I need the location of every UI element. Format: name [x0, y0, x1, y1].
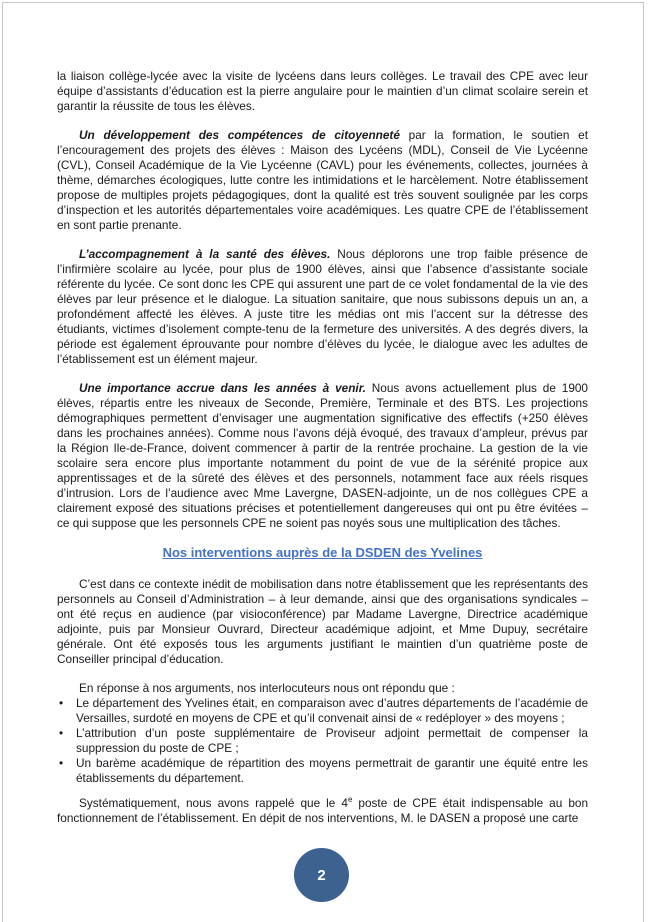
ordinal-superscript: e	[347, 795, 353, 805]
paragraph-conclusion	[57, 796, 588, 826]
list-intro-line: En réponse à nos arguments, nos interlocuteurs nous ont répondu que :	[79, 681, 455, 695]
page-number-badge	[294, 848, 349, 902]
bullet-list	[57, 696, 588, 786]
paragraph-interventions: C’est dans ce contexte inédit de mobilisation dans notre établissement que les représentants des personnels au Conseil d’Administration – à leur demande, ainsi que des organisations syndicales – ont été reçus en audience (par visioconférence) par Madame Lavergne, Directrice académique adjointe, puis par Monsieur Ouvrard, Directeur académique adjoint, et Mme Dupuy, secrétaire générale. Ont été exposés tous les arguments justifiant le maintien d’un quatrième poste de Conseiller principal d’éducation.	[57, 577, 588, 666]
bullet-icon: •	[59, 756, 64, 770]
paragraph-lead-health: L’accompagnement à la santé des élèves.	[79, 247, 331, 261]
list-item	[57, 696, 588, 726]
paragraph-text: Nous avons actuellement plus de 1900 élèves, répartis entre les niveaux de Seconde, Première, Terminale et des BTS. Les projections démographiques permettent d’envisager une augmentation significative des effectifs (+250 élèves dans les prochaines années). Comme nous l’avons déjà évoqué, des travaux d’ampleur, prévus par la Région Ile-de-France, doivent commencer à partir de la rentrée prochaine. La gestion de la vie scolaire sera encore plus importante notamment du point de vue de la sérénité propice aux apprentissages et de la sûreté des élèves et des personnels, notamment face aux réels risques d’intrusion. Lors de l’audience avec Mme Lavergne, DASEN-adjointe, un de nos collègues CPE a clairement exposé des situations précises et potentiellement dangereuses qui ont pu être évitées – ce qui suppose que les personnels CPE ne soient pas noyés sous une multiplication des tâches.	[57, 381, 588, 530]
paragraph-lead-future: Une importance accrue dans les années à venir.	[79, 381, 366, 395]
paragraph-health	[57, 247, 588, 367]
paragraph-lead-citizenship: Un développement des compétences de citoyenneté	[79, 128, 400, 142]
paragraph-future-importance	[57, 381, 588, 531]
document-body	[57, 69, 588, 840]
paragraph-citizenship	[57, 128, 588, 233]
list-item-text: Un barème académique de répartition des moyens permettrait de garantir une équité entre les établissements du département.	[76, 756, 588, 785]
paragraph-text: poste de CPE était indispensable au bon fonctionnement de l’établissement. En dépit de nos interventions, M. le DASEN a proposé une carte	[57, 796, 589, 825]
page-number: 2	[317, 866, 326, 884]
paragraph-text: par la formation, le soutien et l’encouragement des projets des élèves : Maison des Lycéens (MDL), Conseil de Vie Lycéenne (CVL), Conseil Académique de la Vie Lycéenne (CAVL) pour les événements, collectes, journées à thème, démarches écologiques, lutte contre les intimidations et le harcèlement. Notre établissement propose de multiples projets pédagogiques, dont la qualité est très souvent soulignée par les corps d’inspection et les autorités départementales voire académiques. Les quatre CPE de l’établissement en sont partie prenante.	[57, 128, 588, 232]
list-item-text: L’attribution d’un poste supplémentaire de Proviseur adjoint permettait de compenser la suppression du poste de CPE ;	[76, 726, 588, 755]
bullet-icon: •	[59, 726, 64, 740]
list-item	[57, 726, 588, 756]
list-item-text: Le département des Yvelines était, en comparaison avec d’autres départements de l’académie de Versailles, surdoté en moyens de CPE et qu’il convenait ainsi de « redéployer » des moyens ;	[76, 696, 588, 725]
section-heading-dsden: Nos interventions auprès de la DSDEN des Yvelines	[162, 545, 483, 560]
paragraph-text: Systématiquement, nous avons rappelé que le 4	[79, 796, 348, 810]
bullet-icon: •	[59, 696, 64, 710]
list-item	[57, 756, 588, 786]
paragraph-continuation: la liaison collège-lycée avec la visite de lycéens dans leurs collèges. Le travail des CPE avec leur équipe d’assistants d’éducation est la pierre angulaire pour le maintien d’un climat scolaire serein et garantir la réussite de tous les élèves.	[57, 69, 588, 113]
paragraph-text: Nous déplorons une trop faible présence de l’infirmière scolaire au lycée, pour plus de 1900 élèves, ainsi que l’absence d’assistante sociale référente du lycée. Ce sont donc les CPE qui assurent une part de ce volet fondamental de la vie des élèves par leur présence et le dialogue. La situation sanitaire, que nous subissons depuis un an, a profondément affecté les élèves. A juste titre les médias ont mis l’accent sur la détresse des étudiants, victimes d’isolement compte-tenu de la fermeture des universités. A des degrés divers, la période est également éprouvante pour nombre d’élèves du lycée, le dialogue avec les adultes de l’établissement est un élément majeur.	[57, 247, 588, 366]
